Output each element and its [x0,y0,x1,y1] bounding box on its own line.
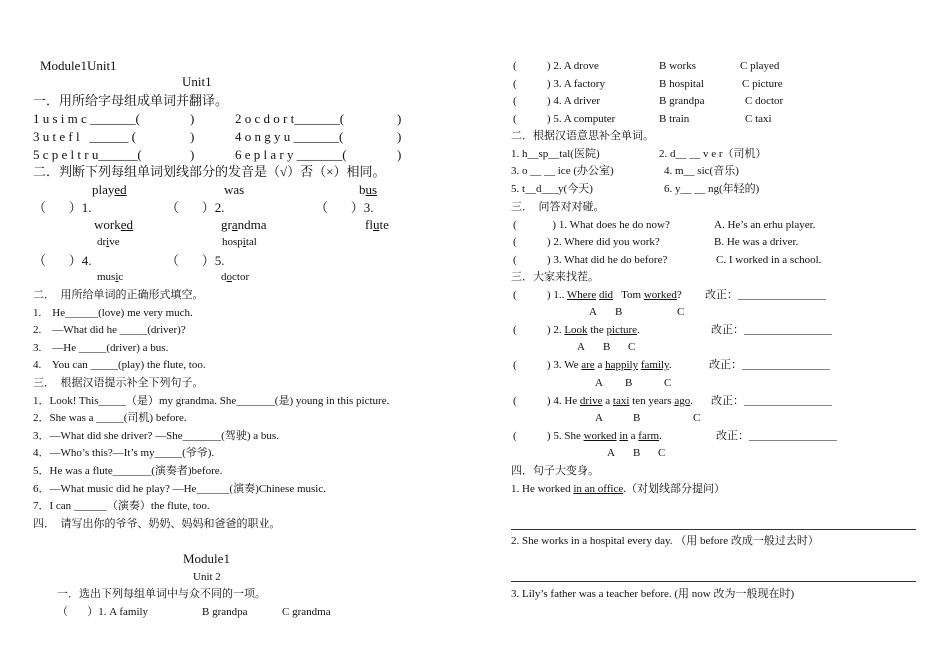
answer-bracket: （ ）4. [33,253,92,268]
list-item: 1. He______(love) me very much. [33,307,193,319]
option-letter: C [664,377,672,389]
section-title: 三． 根据汉语提示补全下列句子。 [33,377,204,389]
unit-title: Unit 2 [193,571,221,583]
module-title: Module1 [183,551,230,566]
option-letter: B [633,412,641,424]
choice-option: C doctor [745,95,784,107]
option-letter: C [658,447,666,459]
correction-label: 改正：________________ [711,324,832,336]
answer-bracket: （ ）1. [33,200,92,215]
word-worked: worked [94,217,133,232]
answer-bracket: （ ）2. [166,200,225,215]
error-sentence: ( ) 4. He drive a taxi ten years ago. [513,395,693,407]
choice-option: B hospital [659,78,704,90]
option-letter: A [595,412,603,424]
error-sentence: ( ) 2. Look the picture. [513,324,640,336]
section-title: 三．大家来找茬。 [511,271,599,283]
transform-item: 2. She works in a hospital every day. （用 before 改成一般过去时） [511,535,819,547]
match-answer: B. He was a driver. [714,236,799,248]
unit-title: Unit1 [182,74,212,89]
answer-line [511,581,916,582]
word-was: was [224,182,245,197]
option-letter: A [577,341,585,353]
section-title: 二．判断下列每组单词划线部分的发音是（√）否（×）相同。 [33,164,386,179]
option-letter: B [603,341,611,353]
choice-item: ( ) 3. A factory [513,78,605,90]
fill-item: 6. y__ __ ng(年轻的) [664,183,760,195]
match-question: ( ) 1. What does he do now? [513,219,670,231]
word-music: music [97,271,124,283]
option-letter: A [595,377,603,389]
word-played: played [92,182,127,197]
correction-label: 改正：________________ [705,289,826,301]
word-flute: flute [365,217,389,232]
section-title: 一．选出下列每组单词中与众不同的一项。 [57,588,266,600]
match-answer: A. He’s an erhu player. [714,219,816,231]
option-letter: C [693,412,701,424]
list-item: 1．Look! This_____（是）my grandma. She_______(是) young in this picture. [33,395,390,407]
fill-item: 1. h__sp__tal(医院) [511,148,600,160]
answer-bracket: （ ）5. [166,253,225,268]
error-sentence: ( ) 5. She worked in a farm. [513,430,662,442]
section-title: 三． 问答对对碰。 [511,201,605,213]
word-drive: drive [97,236,120,248]
fill-item: 5. t__d___y(今天) [511,183,593,195]
choice-option: C picture [742,78,783,90]
section-title: 一．用所给字母组成单词并翻译。 [33,93,229,108]
choice-item: ( ) 5. A computer [513,113,616,125]
option-letter: C [628,341,636,353]
choice-option: C grandma [282,606,331,618]
list-item: 4．—Who’s this?—It’s my_____(爷爷). [33,447,215,459]
word-bus: bus [359,182,378,197]
match-question: ( ) 3. What did he do before? [513,254,668,266]
word-doctor: doctor [221,271,250,283]
choice-option: B train [659,113,690,125]
answer-bracket: （ ）3. [315,200,374,215]
section-title: 二．根据汉语意思补全单词。 [511,130,654,142]
section-title: 二． 用所给单词的正确形式填空。 [33,289,204,301]
option-letter: A [607,447,615,459]
error-sentence: ( ) 1.. Where did Tom worked? [513,289,682,301]
choice-option: B grandpa [659,95,705,107]
word-grandma: grandma [221,217,267,232]
list-item: 7．I can ______（演奏）the flute, too. [33,500,210,512]
choice-option: B grandpa [202,606,248,618]
transform-item: 3. Lily’s father was a teacher before. (用 now 改为一般现在时) [511,588,795,600]
module-header: Module1Unit1 [40,58,117,73]
section-title: 四． 请写出你的爷爷、奶奶、妈妈和爸爸的职业。 [33,518,281,530]
choice-item: （ ）1. A family [57,606,149,618]
list-item: 3. —He _____(driver) a bus. [33,342,169,354]
option-letter: A [589,306,597,318]
word-hospital: hospital [222,236,257,248]
list-item: 6．—What music did he play? —He______(演奏)Chinese music. [33,483,326,495]
option-letter: C [677,306,685,318]
list-item: 5．He was a flute_______(演奏者)before. [33,465,223,477]
option-letter: B [625,377,633,389]
transform-item: 1. He worked in an office.（对划线部分提问） [511,483,725,495]
option-letter: B [615,306,623,318]
answer-line [511,529,916,530]
error-sentence: ( ) 3. We are a happily family. [513,359,672,371]
list-item: 2．She was a _____(司机) before. [33,412,187,424]
correction-label: 改正：________________ [709,359,830,371]
choice-item: ( ) 2. A drove [513,60,599,72]
correction-label: 改正：________________ [711,395,832,407]
match-answer: C. I worked in a school. [716,254,822,266]
fill-item: 2. d__ __ v e r（司机） [659,148,767,160]
option-letter: B [633,447,641,459]
choice-item: ( ) 4. A driver [513,95,601,107]
section-title: 四．句子大变身。 [511,465,599,477]
list-item: 3．—What did she driver? —She_______(驾驶) a bus. [33,430,279,442]
choice-option: C played [740,60,780,72]
choice-option: C taxi [745,113,772,125]
choice-option: B works [659,60,696,72]
correction-label: 改正：________________ [716,430,837,442]
fill-item: 3. o __ __ ice (办公室) [511,165,614,177]
list-item: 2. —What did he _____(driver)? [33,324,186,336]
fill-item: 4. m__ sic(音乐) [664,165,739,177]
list-item: 4. You can _____(play) the flute, too. [33,359,206,371]
match-question: ( ) 2. Where did you work? [513,236,660,248]
